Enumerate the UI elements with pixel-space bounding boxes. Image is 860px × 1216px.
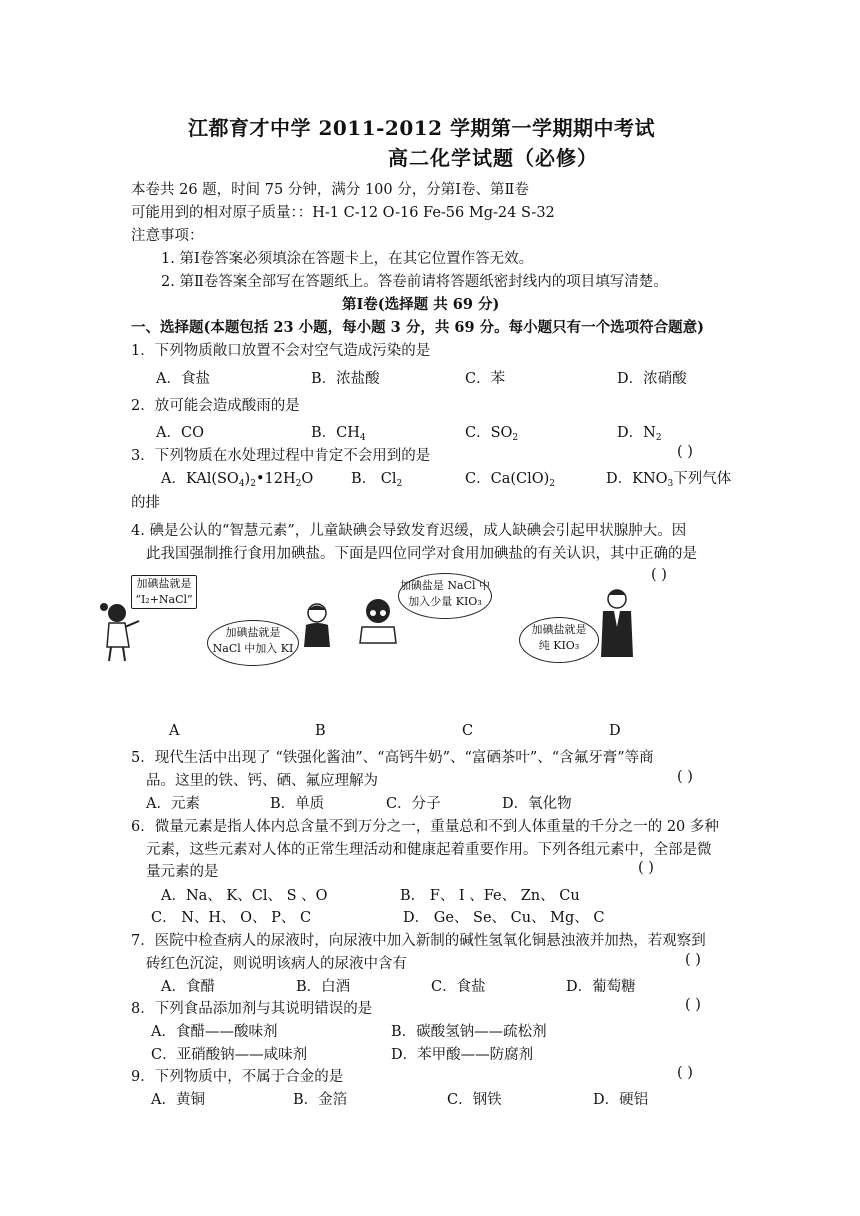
question-stem: 8．下列食品添加剂与其说明错误的是 <box>131 1001 373 1017</box>
answer-paren: ( ) <box>685 997 701 1013</box>
figure-label-d: D <box>609 723 621 739</box>
option-c: C．苯 <box>465 371 506 387</box>
question-stem: 品。这里的铁、钙、硒、氟应理解为 <box>146 773 378 789</box>
figure-label-c: C <box>462 723 474 739</box>
question-stem: 7．医院中检查病人的尿液时，向尿液中加入新制的碱性氢氧化铜悬浊液并加热，若观察到 <box>131 933 706 949</box>
speech-bubble-c: 加碘盐是 NaCl 中 加入少量 KIO₃ <box>398 573 492 619</box>
option-b: B．浓盐酸 <box>311 371 380 387</box>
atomic-mass-line: 可能用到的相对原子质量：：H-1 C-12 O-16 Fe-56 Mg-24 S-32 <box>131 205 555 221</box>
notice-item: 2. 第Ⅱ卷答案全部写在答题纸上。答卷前请将答题纸密封线内的项目填写清楚。 <box>161 274 668 290</box>
notice-item: 1. 第Ⅰ卷答案必须填涂在答题卡上，在其它位置作答无效。 <box>161 251 534 267</box>
student-c-figure <box>358 595 398 645</box>
option-d: D．$N_2$ <box>617 425 662 443</box>
option-c: C．$SO_2$ <box>465 425 519 443</box>
question-stem: 元素，这些元素对人体的正常生理活动和健康起着重要作用。下列各组元素中，全部是微 <box>146 842 712 858</box>
option-c: C．亚硝酸钠——咸味剂 <box>151 1047 308 1063</box>
question-stem: 4. 碘是公认的“智慧元素”，儿童缺碘会导致发育迟缓，成人缺碘会引起甲状腺肿大。因 <box>131 523 687 539</box>
question-stem: 9．下列物质中，不属于合金的是 <box>131 1069 344 1085</box>
answer-paren: ( ) <box>677 769 693 785</box>
answer-paren: ( ) <box>651 567 667 583</box>
question-stem: 1．下列物质敞口放置不会对空气造成污染的是 <box>131 343 431 359</box>
exam-title-line2: 高二化学试题（必修） <box>388 146 598 170</box>
option-c: C．$Ca(ClO)_2$ <box>465 471 556 489</box>
option-b: B． $Cl_2$ <box>351 471 403 489</box>
option-b: B．白酒 <box>296 979 351 995</box>
question-stem: 3．下列物质在水处理过程中肯定不会用到的是 <box>131 448 431 464</box>
option-c: C．分子 <box>386 796 441 812</box>
figure-label-a: A <box>169 723 180 739</box>
option-d: D．氧化物 <box>502 796 572 812</box>
figure-label-b: B <box>315 723 326 739</box>
exam-title-line1: 江都育才中学 2011-2012 学期第一学期期中考试 <box>188 116 656 140</box>
option-d: D．浓硝酸 <box>617 371 687 387</box>
speech-bubble-b: 加碘盐就是 NaCl 中加入 KI <box>207 620 299 666</box>
question-stem: 量元素的是 <box>146 864 219 880</box>
option-b: B．碳酸氢钠——疏松剂 <box>391 1024 547 1040</box>
option-a: A．食盐 <box>156 371 210 387</box>
option-d: D．苯甲酸——防腐剂 <box>391 1047 534 1063</box>
answer-paren: ( ) <box>677 444 693 460</box>
option-d: D． Ge、 Se、 Cu、 Mg、 C <box>403 910 605 926</box>
student-d-figure <box>597 587 637 659</box>
section-title: 第Ⅰ卷(选择题 共 69 分) <box>342 296 500 313</box>
student-b-figure <box>300 601 334 651</box>
option-a: A．黄铜 <box>151 1092 205 1108</box>
option-a: A．食醋 <box>161 979 215 995</box>
speech-bubble-d: 加碘盐就是 纯 KIO₃ <box>519 617 599 663</box>
option-b: B．单质 <box>270 796 325 812</box>
option-b: B．$CH_4$ <box>311 425 366 443</box>
question-stem: 砖红色沉淀，则说明该病人的尿液中含有 <box>146 956 407 972</box>
option-a: A．CO <box>156 425 204 441</box>
option-a: A．食醋——酸味剂 <box>151 1024 278 1040</box>
answer-paren: ( ) <box>685 952 701 968</box>
option-c: C． N、H、 O、 P、 C <box>151 910 312 926</box>
iodized-salt-illustration <box>95 565 735 715</box>
notice-title: 注意事项： <box>131 228 204 244</box>
intro-line: 本卷共 26 题，时间 75 分钟，满分 100 分，分第Ⅰ卷、第Ⅱ卷 <box>131 182 529 198</box>
option-d: D．硬铝 <box>593 1092 649 1108</box>
option-a: A．$KAl(SO_4)_2•12H_2O$ <box>161 471 314 489</box>
option-a: A．元素 <box>146 796 200 812</box>
option-a: A．Na、 K、Cl、 S 、O <box>161 888 328 904</box>
option-c: C．钢铁 <box>447 1092 502 1108</box>
option-b: B． F、 I 、Fe、 Zn、 Cu <box>400 888 580 904</box>
option-c: C．食盐 <box>431 979 486 995</box>
section-subtitle: 一、选择题(本题包括 23 小题，每小题 3 分，共 69 分。每小题只有一个选项符合题意) <box>131 319 704 336</box>
option-b: B．金箔 <box>293 1092 348 1108</box>
question-stem: 2．放可能会造成酸雨的是 <box>131 398 300 414</box>
option-d: D．葡萄糖 <box>566 979 636 995</box>
question-stem: 5．现代生活中出现了 “铁强化酱油”、“高钙牛奶”、“富硒茶叶”、“含氟牙膏”等商 <box>131 750 654 766</box>
question-stem: 6．微量元素是指人体内总含量不到万分之一，重量总和不到人体重量的千分之一的 20 多种 <box>131 819 719 835</box>
question-stem: 此我国强制推行食用加碘盐。下面是四位同学对食用加碘盐的有关认识，其中正确的是 <box>146 546 697 562</box>
speech-bubble-a: 加碘盐就是 “I₂+NaCl” <box>131 575 197 609</box>
answer-paren: ( ) <box>638 860 654 876</box>
option-d: D．$KNO_3$下列气体 <box>606 471 732 489</box>
question-wrap-text: 的排 <box>131 495 160 511</box>
answer-paren: ( ) <box>677 1065 693 1081</box>
